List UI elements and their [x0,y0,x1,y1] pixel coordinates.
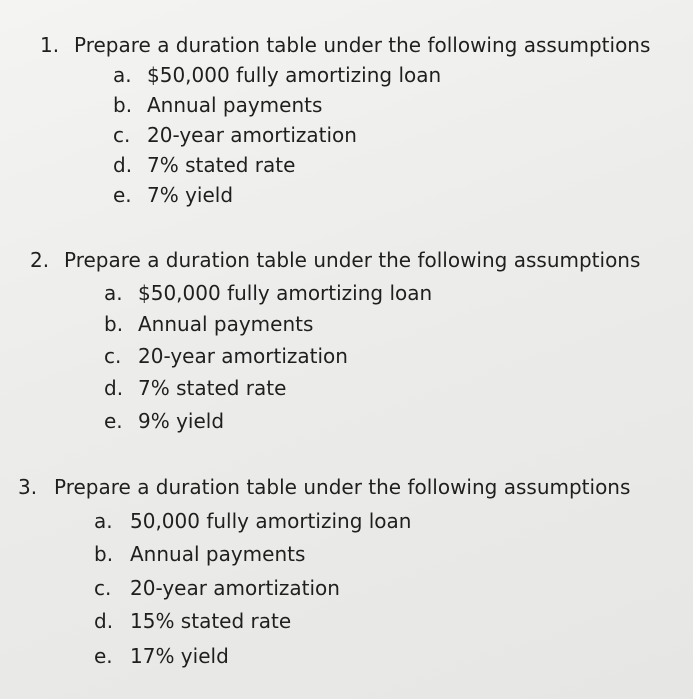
item-text: Annual payments [138,312,314,336]
item-letter: d. [104,376,124,400]
item-text: $50,000 fully amortizing loan [147,63,442,87]
question-number: 2. [30,248,50,272]
item-text: 9% yield [138,409,225,433]
question-prompt: Prepare a duration table under the following assumptions [54,475,631,499]
item-text: 20-year amortization [138,344,348,368]
question-number: 3. [18,475,38,499]
item-letter: a. [104,281,123,305]
item-letter: b. [104,312,124,336]
item-text: 17% yield [130,644,229,668]
item-letter: e. [113,183,132,207]
item-letter: c. [104,344,122,368]
item-letter: b. [113,93,133,117]
item-text: 20-year amortization [147,123,357,147]
question-prompt: Prepare a duration table under the following assumptions [64,248,641,272]
item-letter: a. [94,509,113,533]
item-letter: c. [113,123,131,147]
item-letter: d. [94,609,114,633]
item-text: 50,000 fully amortizing loan [130,509,412,533]
item-text: Annual payments [130,542,306,566]
item-text: 7% yield [147,183,234,207]
item-text: 7% stated rate [147,153,296,177]
question-number: 1. [40,33,60,57]
item-letter: d. [113,153,133,177]
item-text: 15% stated rate [130,609,292,633]
item-text: 7% stated rate [138,376,287,400]
item-letter: e. [94,644,113,668]
item-text: 20-year amortization [130,576,340,600]
item-letter: e. [104,409,123,433]
item-text: Annual payments [147,93,323,117]
item-letter: a. [113,63,132,87]
item-text: $50,000 fully amortizing loan [138,281,433,305]
question-prompt: Prepare a duration table under the following assumptions [74,33,651,57]
item-letter: c. [94,576,112,600]
item-letter: b. [94,542,114,566]
